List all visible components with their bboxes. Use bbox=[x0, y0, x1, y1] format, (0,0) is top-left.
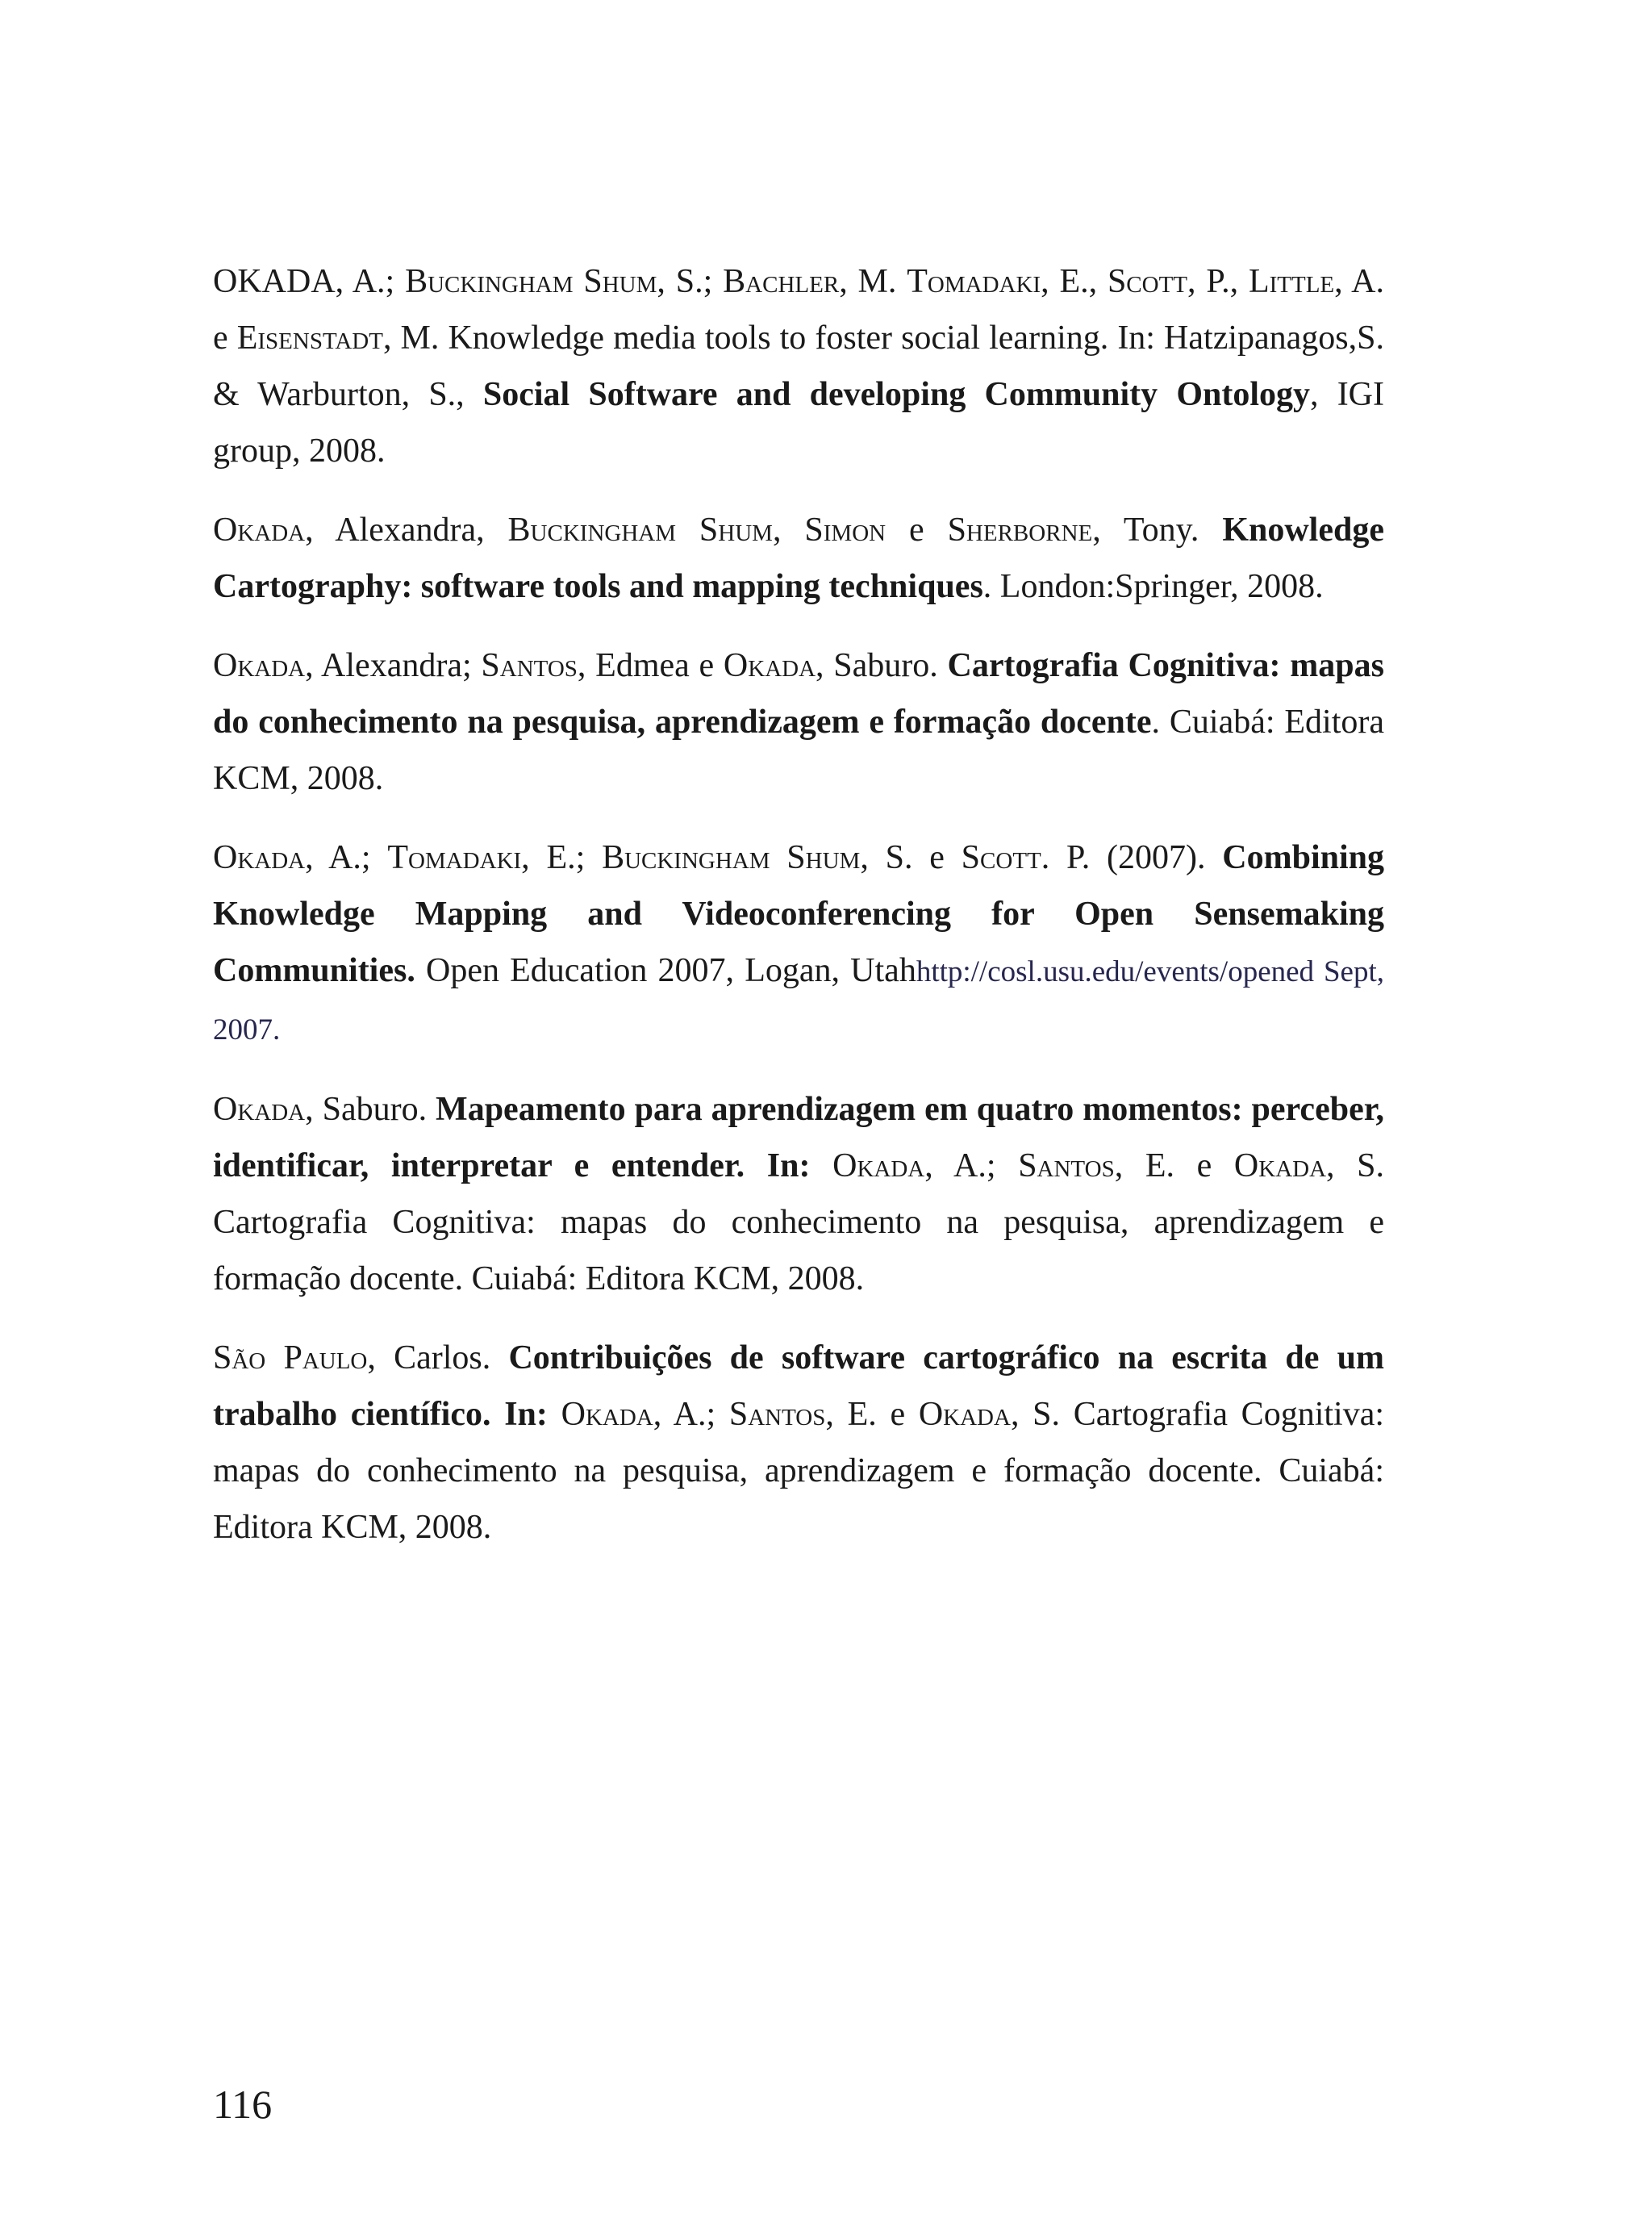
reference-text: , Tony. bbox=[1092, 512, 1223, 549]
reference-entry bbox=[213, 1081, 1384, 1307]
author-name: Okada bbox=[1233, 1147, 1327, 1184]
reference-text: , M. Knowledge media tools to foster social learning. In: Hatzipanagos,S. & Warburton, S., bbox=[213, 320, 1384, 413]
author-name: Buckingham Shum bbox=[405, 263, 657, 300]
reference-title: Cartografia Cognitiva: mapas do conhecimento na pesquisa, aprendizagem e formação docente bbox=[213, 647, 1384, 741]
reference-entry bbox=[213, 637, 1384, 807]
reference-title: Knowledge Cartography: software tools and mapping techniques bbox=[213, 512, 1384, 605]
author-name: Simon bbox=[804, 512, 886, 549]
author-name: Santos bbox=[728, 1396, 826, 1433]
author-name: Okada bbox=[832, 1147, 925, 1184]
author-name: Okada bbox=[213, 1091, 306, 1128]
author-name: Santos bbox=[481, 647, 578, 684]
reference-text: OKADA bbox=[213, 263, 336, 300]
author-name: Tomadaki bbox=[387, 839, 522, 876]
reference-text: , Alexandra, bbox=[305, 512, 508, 549]
reference-text: . Cuiabá: Editora KCM, 2008. bbox=[213, 704, 1384, 797]
reference-text: , A. e bbox=[213, 263, 1384, 357]
reference-text: , A.; bbox=[305, 839, 388, 876]
reference-text: , Saburo. bbox=[305, 1091, 436, 1128]
reference-text: Open Education 2007, Logan, Utah bbox=[415, 952, 916, 989]
reference-text: , S.; bbox=[657, 263, 724, 300]
page-number: 116 bbox=[213, 2082, 273, 2127]
reference-title: Combining Knowledge Mapping and Videoconferencing for Open Sensemaking Communities. bbox=[213, 839, 1384, 989]
reference-text: , S. Cartografia Cognitiva: mapas do conhecimento na pesquisa, aprendizagem e formação docente. Cuiabá: Editora KCM, 2008. bbox=[213, 1147, 1385, 1297]
reference-url: http://cosl.usu.edu/events/opened Sept, 2007. bbox=[213, 955, 1384, 1046]
reference-text: , Saburo. bbox=[816, 647, 948, 684]
author-name: São Paulo bbox=[213, 1339, 368, 1376]
reference-text: , bbox=[772, 512, 805, 549]
reference-text: , E.; bbox=[521, 839, 603, 876]
reference-text: , Edmea e bbox=[577, 647, 724, 684]
reference-title: Mapeamento para aprendizagem em quatro momentos: perceber, identificar, interpretar e entender. In: bbox=[213, 1091, 1384, 1184]
reference-entry bbox=[213, 829, 1384, 1059]
author-name: Okada bbox=[213, 647, 306, 684]
reference-text: . P. (2007). bbox=[1041, 839, 1223, 876]
reference-title: Contribuições de software cartográfico na escrita de um trabalho científico. In: bbox=[213, 1339, 1384, 1433]
reference-text: , A.; bbox=[924, 1147, 1019, 1184]
author-name: Buckingham Shum bbox=[602, 839, 861, 876]
reference-text: , A.; bbox=[653, 1396, 729, 1433]
reference-text: , Carlos. bbox=[367, 1339, 509, 1376]
author-name: Scott bbox=[961, 839, 1041, 876]
reference-list bbox=[213, 253, 1384, 1578]
reference-title: Social Software and developing Community Ontology bbox=[482, 376, 1311, 413]
reference-entry bbox=[213, 502, 1384, 615]
author-name: Bachler bbox=[723, 263, 840, 300]
reference-text: , P., bbox=[1187, 263, 1249, 300]
reference-text: , M. bbox=[839, 263, 907, 300]
author-name: Scott bbox=[1107, 263, 1188, 300]
reference-entry bbox=[213, 1330, 1384, 1556]
author-name: Little bbox=[1248, 263, 1335, 300]
reference-text: , A.; bbox=[335, 263, 406, 300]
author-name: Okada bbox=[213, 839, 306, 876]
author-name: Santos bbox=[1018, 1147, 1115, 1184]
reference-text: , S. Cartografia Cognitiva: mapas do conhecimento na pesquisa, aprendizagem e formação docente. Cuiabá: Editora KCM, 2008. bbox=[213, 1396, 1385, 1546]
author-name: Buckingham Shum bbox=[507, 512, 773, 549]
reference-entry bbox=[213, 253, 1384, 479]
reference-text: , E., bbox=[1041, 263, 1108, 300]
reference-text: e bbox=[886, 512, 948, 549]
author-name: Okada bbox=[561, 1396, 653, 1433]
author-name: Sherborne bbox=[947, 512, 1093, 549]
reference-text: . London:Springer, 2008. bbox=[982, 568, 1324, 605]
author-name: Tomadaki bbox=[907, 263, 1041, 300]
reference-text: , Alexandra; bbox=[305, 647, 482, 684]
reference-text: , E. e bbox=[825, 1396, 919, 1433]
author-name: Okada bbox=[213, 512, 306, 549]
author-name: Okada bbox=[918, 1396, 1011, 1433]
reference-text: , E. e bbox=[1114, 1147, 1234, 1184]
author-name: Okada bbox=[723, 647, 816, 684]
reference-text: , S. e bbox=[860, 839, 962, 876]
author-name: Eisenstadt bbox=[236, 320, 383, 357]
reference-text: , IGI group, 2008. bbox=[213, 376, 1384, 470]
